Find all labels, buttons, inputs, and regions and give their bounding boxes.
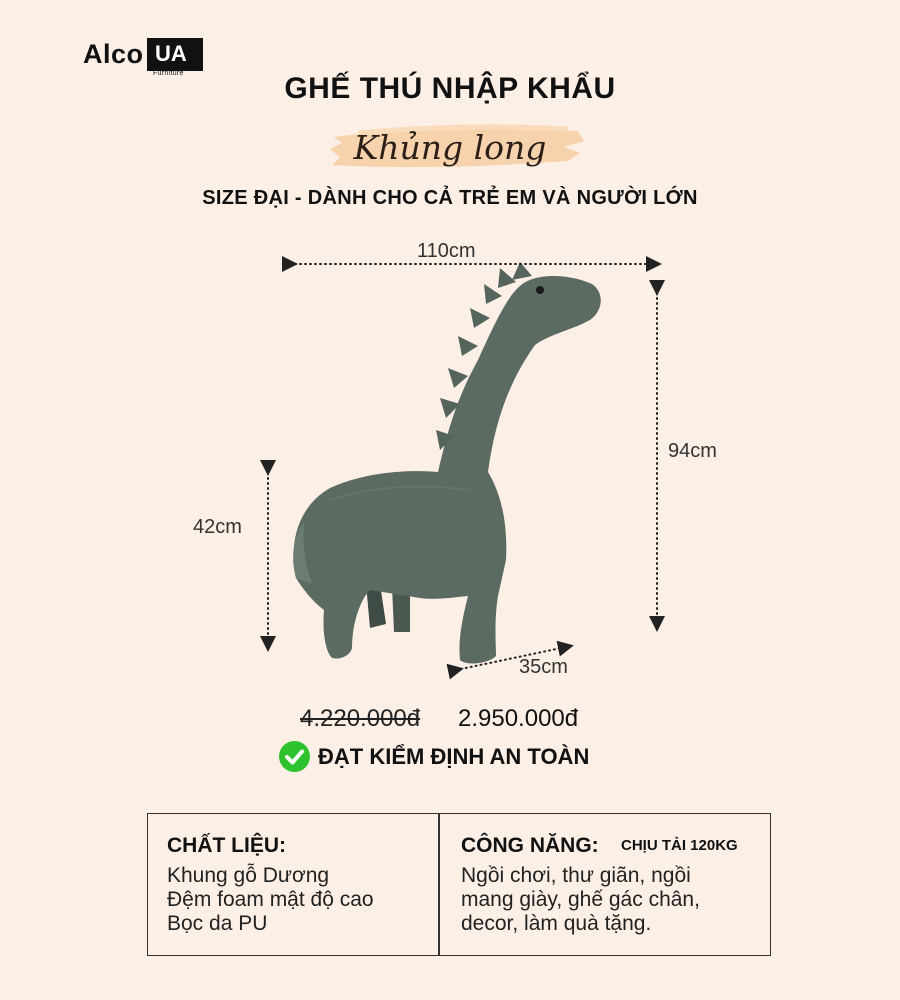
sale-price: 2.950.000đ xyxy=(458,705,579,732)
material-list xyxy=(167,864,374,936)
material-item: Đệm foam mật độ cao xyxy=(167,888,374,911)
table-divider xyxy=(438,814,440,955)
load-capacity: CHỊU TẢI 120KG xyxy=(621,837,738,854)
function-line: mang giày, ghế gác chân, xyxy=(461,888,700,911)
function-list xyxy=(461,864,761,936)
length-label: 110cm xyxy=(417,240,476,262)
function-heading: CÔNG NĂNG: xyxy=(461,834,599,857)
logo-badge-text: UA xyxy=(155,41,187,66)
seat-height-label: 42cm xyxy=(193,516,242,538)
logo-tagline: Furniture xyxy=(153,70,184,77)
depth-label: 35cm xyxy=(519,656,568,678)
height-label: 94cm xyxy=(668,440,717,462)
material-heading: CHẤT LIỆU: xyxy=(167,834,286,857)
check-circle-icon xyxy=(279,741,310,772)
function-line: decor, làm quà tặng. xyxy=(461,912,652,935)
subtitle: SIZE ĐẠI - DÀNH CHO CẢ TRẺ EM VÀ NGƯỜI LỚN xyxy=(202,187,698,209)
page-title: GHẾ THÚ NHẬP KHẨU xyxy=(284,72,616,105)
script-title: Khủng long xyxy=(353,128,547,167)
safety-badge-text: ĐẠT KIỂM ĐỊNH AN TOÀN xyxy=(318,744,590,769)
material-item: Bọc da PU xyxy=(167,912,268,935)
dinosaur-stool-image xyxy=(293,262,601,663)
specs-table xyxy=(147,813,771,956)
logo-text: Alco xyxy=(83,39,144,69)
material-item: Khung gỗ Dương xyxy=(167,864,330,887)
old-price: 4.220.000đ xyxy=(300,705,421,732)
function-line: Ngồi chơi, thư giãn, ngồi xyxy=(461,864,691,887)
